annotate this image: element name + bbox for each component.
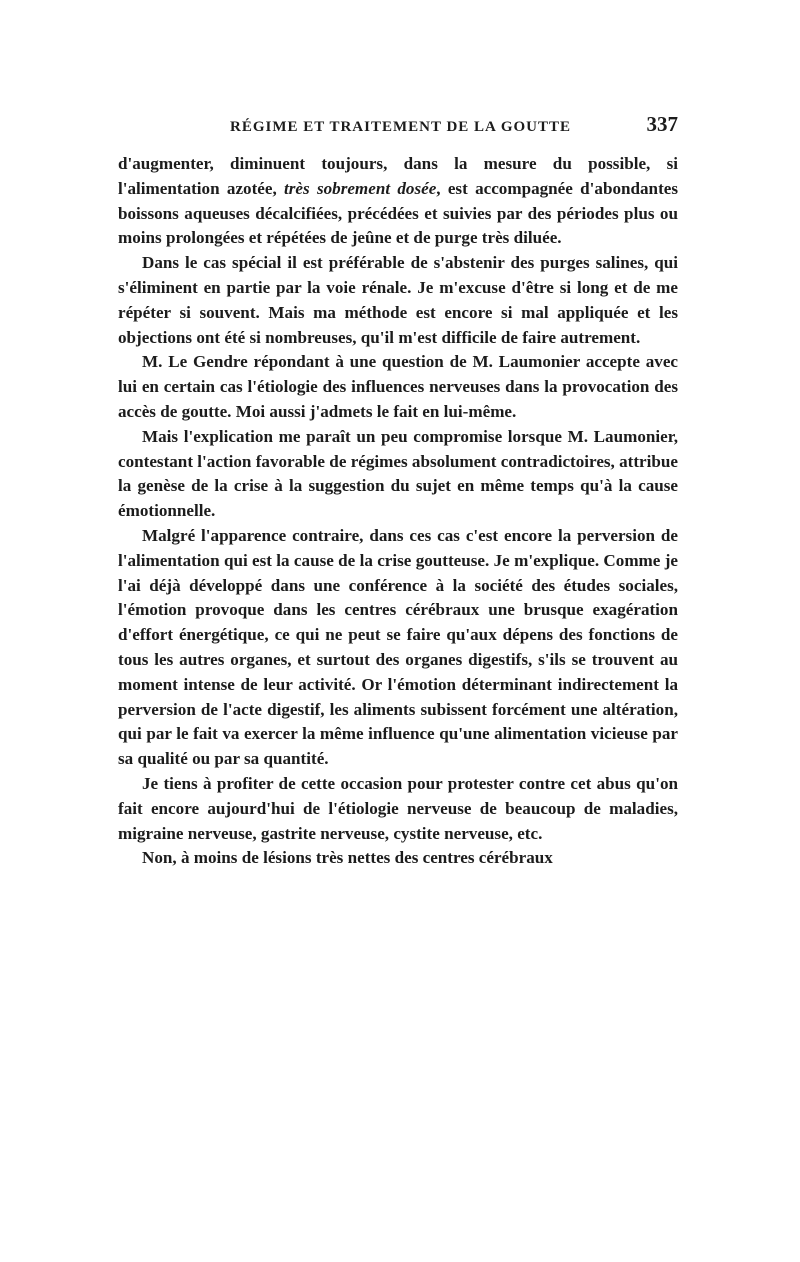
paragraph: M. Le Gendre répondant à une question de M. Laumonier accepte avec lui en certain cas l'étiologie des influences nerveuses dans la provocation des accès de goutte. Moi aussi j'admets le fait en lui-même. xyxy=(118,352,678,421)
paragraph: Non, à moins de lésions très nettes des centres cérébraux xyxy=(142,848,553,868)
body-text xyxy=(118,152,678,871)
paragraph-continuation xyxy=(118,152,678,251)
page-header xyxy=(118,112,678,142)
paragraph: Je tiens à profiter de cette occasion pour protester contre cet abus qu'on fait encore aujourd'hui de l'étiologie nerveuse de beaucoup de maladies, migraine nerveuse, gastrite nerveuse, cystite nerveuse, etc. xyxy=(118,773,678,843)
italic-phrase: très sobrement dosée xyxy=(284,178,437,198)
paragraph: Dans le cas spécial il est préférable de s'abstenir des purges salines, qui s'éliminent en partie par la voie rénale. Je m'excuse d'être si long et de me répéter si souvent. Mais ma méthode est encore si mal appliquée et les objections ont été si nombreuses, qu'il m'est difficile de faire autrement. xyxy=(118,253,678,347)
paragraph-text: d'augmenter, diminuent toujours, dans la mesure du possible, si l'alimentation azotée, xyxy=(118,154,678,198)
paragraph: Malgré l'apparence contraire, dans ces cas c'est encore la perversion de l'alimentation qui est la cause de la crise goutteuse. Je m'explique. Comme je l'ai déjà développé dans une conférence à la société des études sociales, l'émotion provoque dans les centres cérébraux une brusque exagération d'effort énergétique, ce qui ne peut se faire qu'aux dépens des fonctions de tous les autres organes, et surtout des organes digestifs, s'ils se trouvent au moment intense de leur activité. Or l'émotion déterminant indirectement la perversion de l'acte digestif, les aliments subissent forcément une altération, qui par le fait va exercer la même influence qu'une alimentation vicieuse par sa qualité ou par sa quantité. xyxy=(118,525,678,769)
paragraph-text: , est accompagnée d'abondantes boissons aqueuses décalcifiées, précédées et suivies par des périodes plus ou moins prolongées et répétées de jeûne et de purge très diluée. xyxy=(118,178,678,248)
page-number: 337 xyxy=(646,112,678,136)
running-title: RÉGIME ET TRAITEMENT DE LA GOUTTE xyxy=(230,119,571,135)
paragraph: Mais l'explication me paraît un peu compromise lorsque M. Laumonier, contestant l'action favorable de régimes absolument contradictoires, attribue la genèse de la crise à la suggestion du sujet en même temps qu'à la cause émotionnelle. xyxy=(118,426,678,521)
book-page xyxy=(118,112,678,871)
